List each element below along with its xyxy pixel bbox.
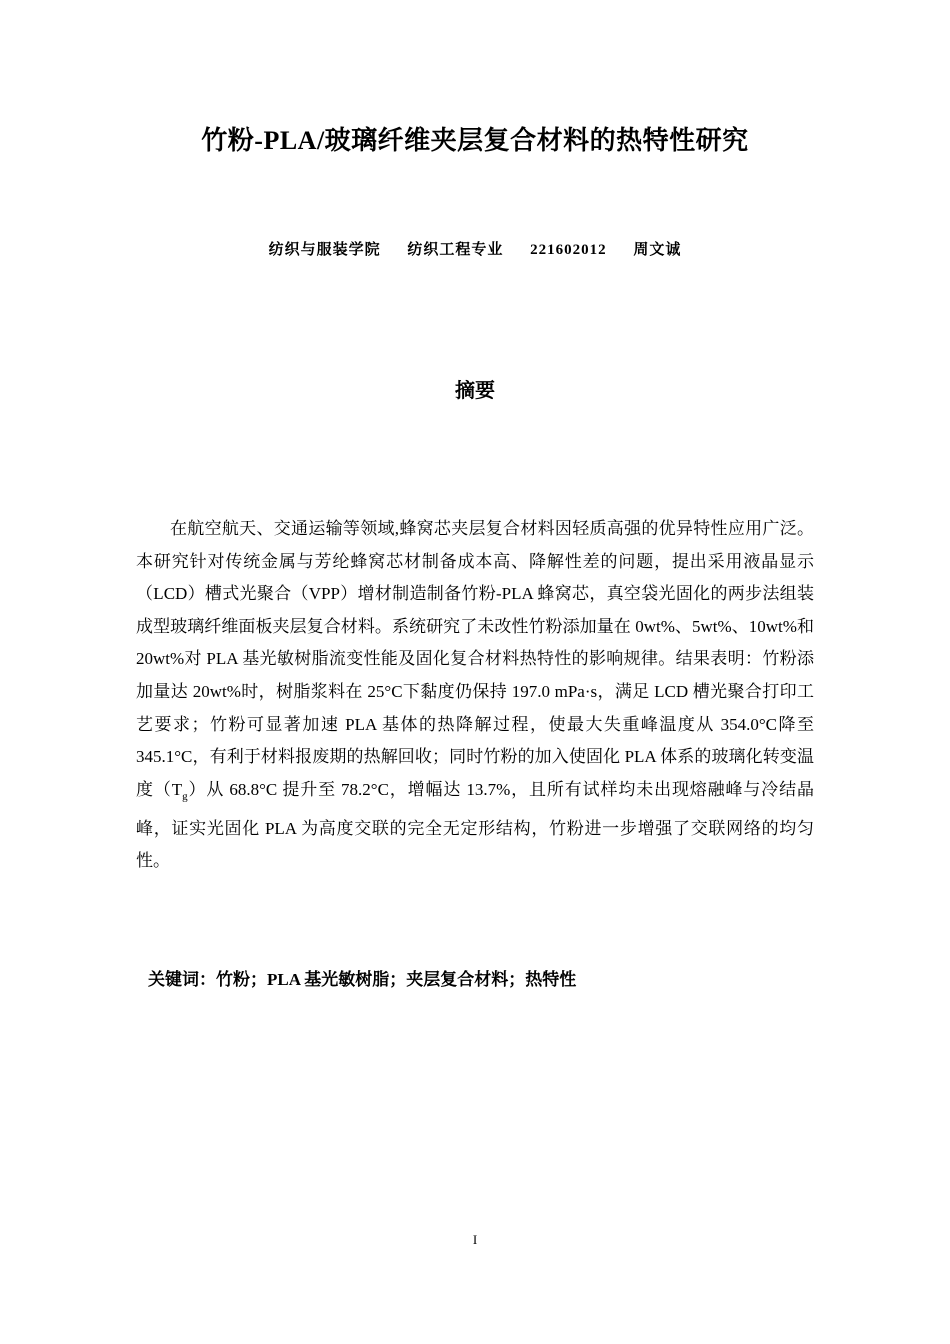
author-college: 纺织与服装学院	[268, 242, 381, 258]
page-number: I	[472, 1232, 478, 1247]
keywords: 关键词：竹粉；PLA 基光敏树脂；夹层复合材料；热特性	[148, 970, 577, 989]
author-major: 纺织工程专业	[407, 242, 504, 258]
author-student-id: 221602012	[530, 242, 607, 258]
page-title: 竹粉-PLA/玻璃纤维夹层复合材料的热特性研究	[201, 126, 749, 155]
abstract-body	[136, 513, 814, 878]
author-line	[0, 238, 950, 259]
author-name: 周文诚	[633, 242, 682, 258]
abstract-heading: 摘要	[455, 378, 495, 402]
abstract-text-subscript: g	[182, 790, 188, 803]
abstract-text-part2: ）从 68.8°C 提升至 78.2°C，增幅达 13.7%，且所有试样均未出现熔融峰与冷结晶峰，证实光固化 PLA 为高度交联的完全无定形结构，竹粉进一步增强了交联网络的均匀性。	[136, 779, 815, 871]
abstract-text-part1: 在航空航天、交通运输等领域,蜂窝芯夹层复合材料因轻质高强的优异特性应用广泛。本研究针对传统金属与芳纶蜂窝芯材制备成本高、降解性差的问题，提出采用液晶显示（LCD）槽式光聚合（VPP）增材制造制备竹粉-PLA 蜂窝芯，真空袋光固化的两步法组装成型玻璃纤维面板夹层复合材料。系统研究了未改性竹粉添加量在 0wt%、5wt%、10wt%和 20wt%对 PLA 基光敏树脂流变性能及固化复合材料热特性的影响规律。结果表明：竹粉添加量达 20wt%时，树脂浆料在 25°C下黏度仍保持 197.0 mPa·s，满足 LCD 槽光聚合打印工艺要求；竹粉可显著加速 PLA 基体的热降解过程，使最大失重峰温度从 354.0°C降至 345.1°C，有利于材料报废期的热解回收；同时竹粉的加入使固化 PLA 体系的玻璃化转变温度（T	[136, 519, 814, 799]
